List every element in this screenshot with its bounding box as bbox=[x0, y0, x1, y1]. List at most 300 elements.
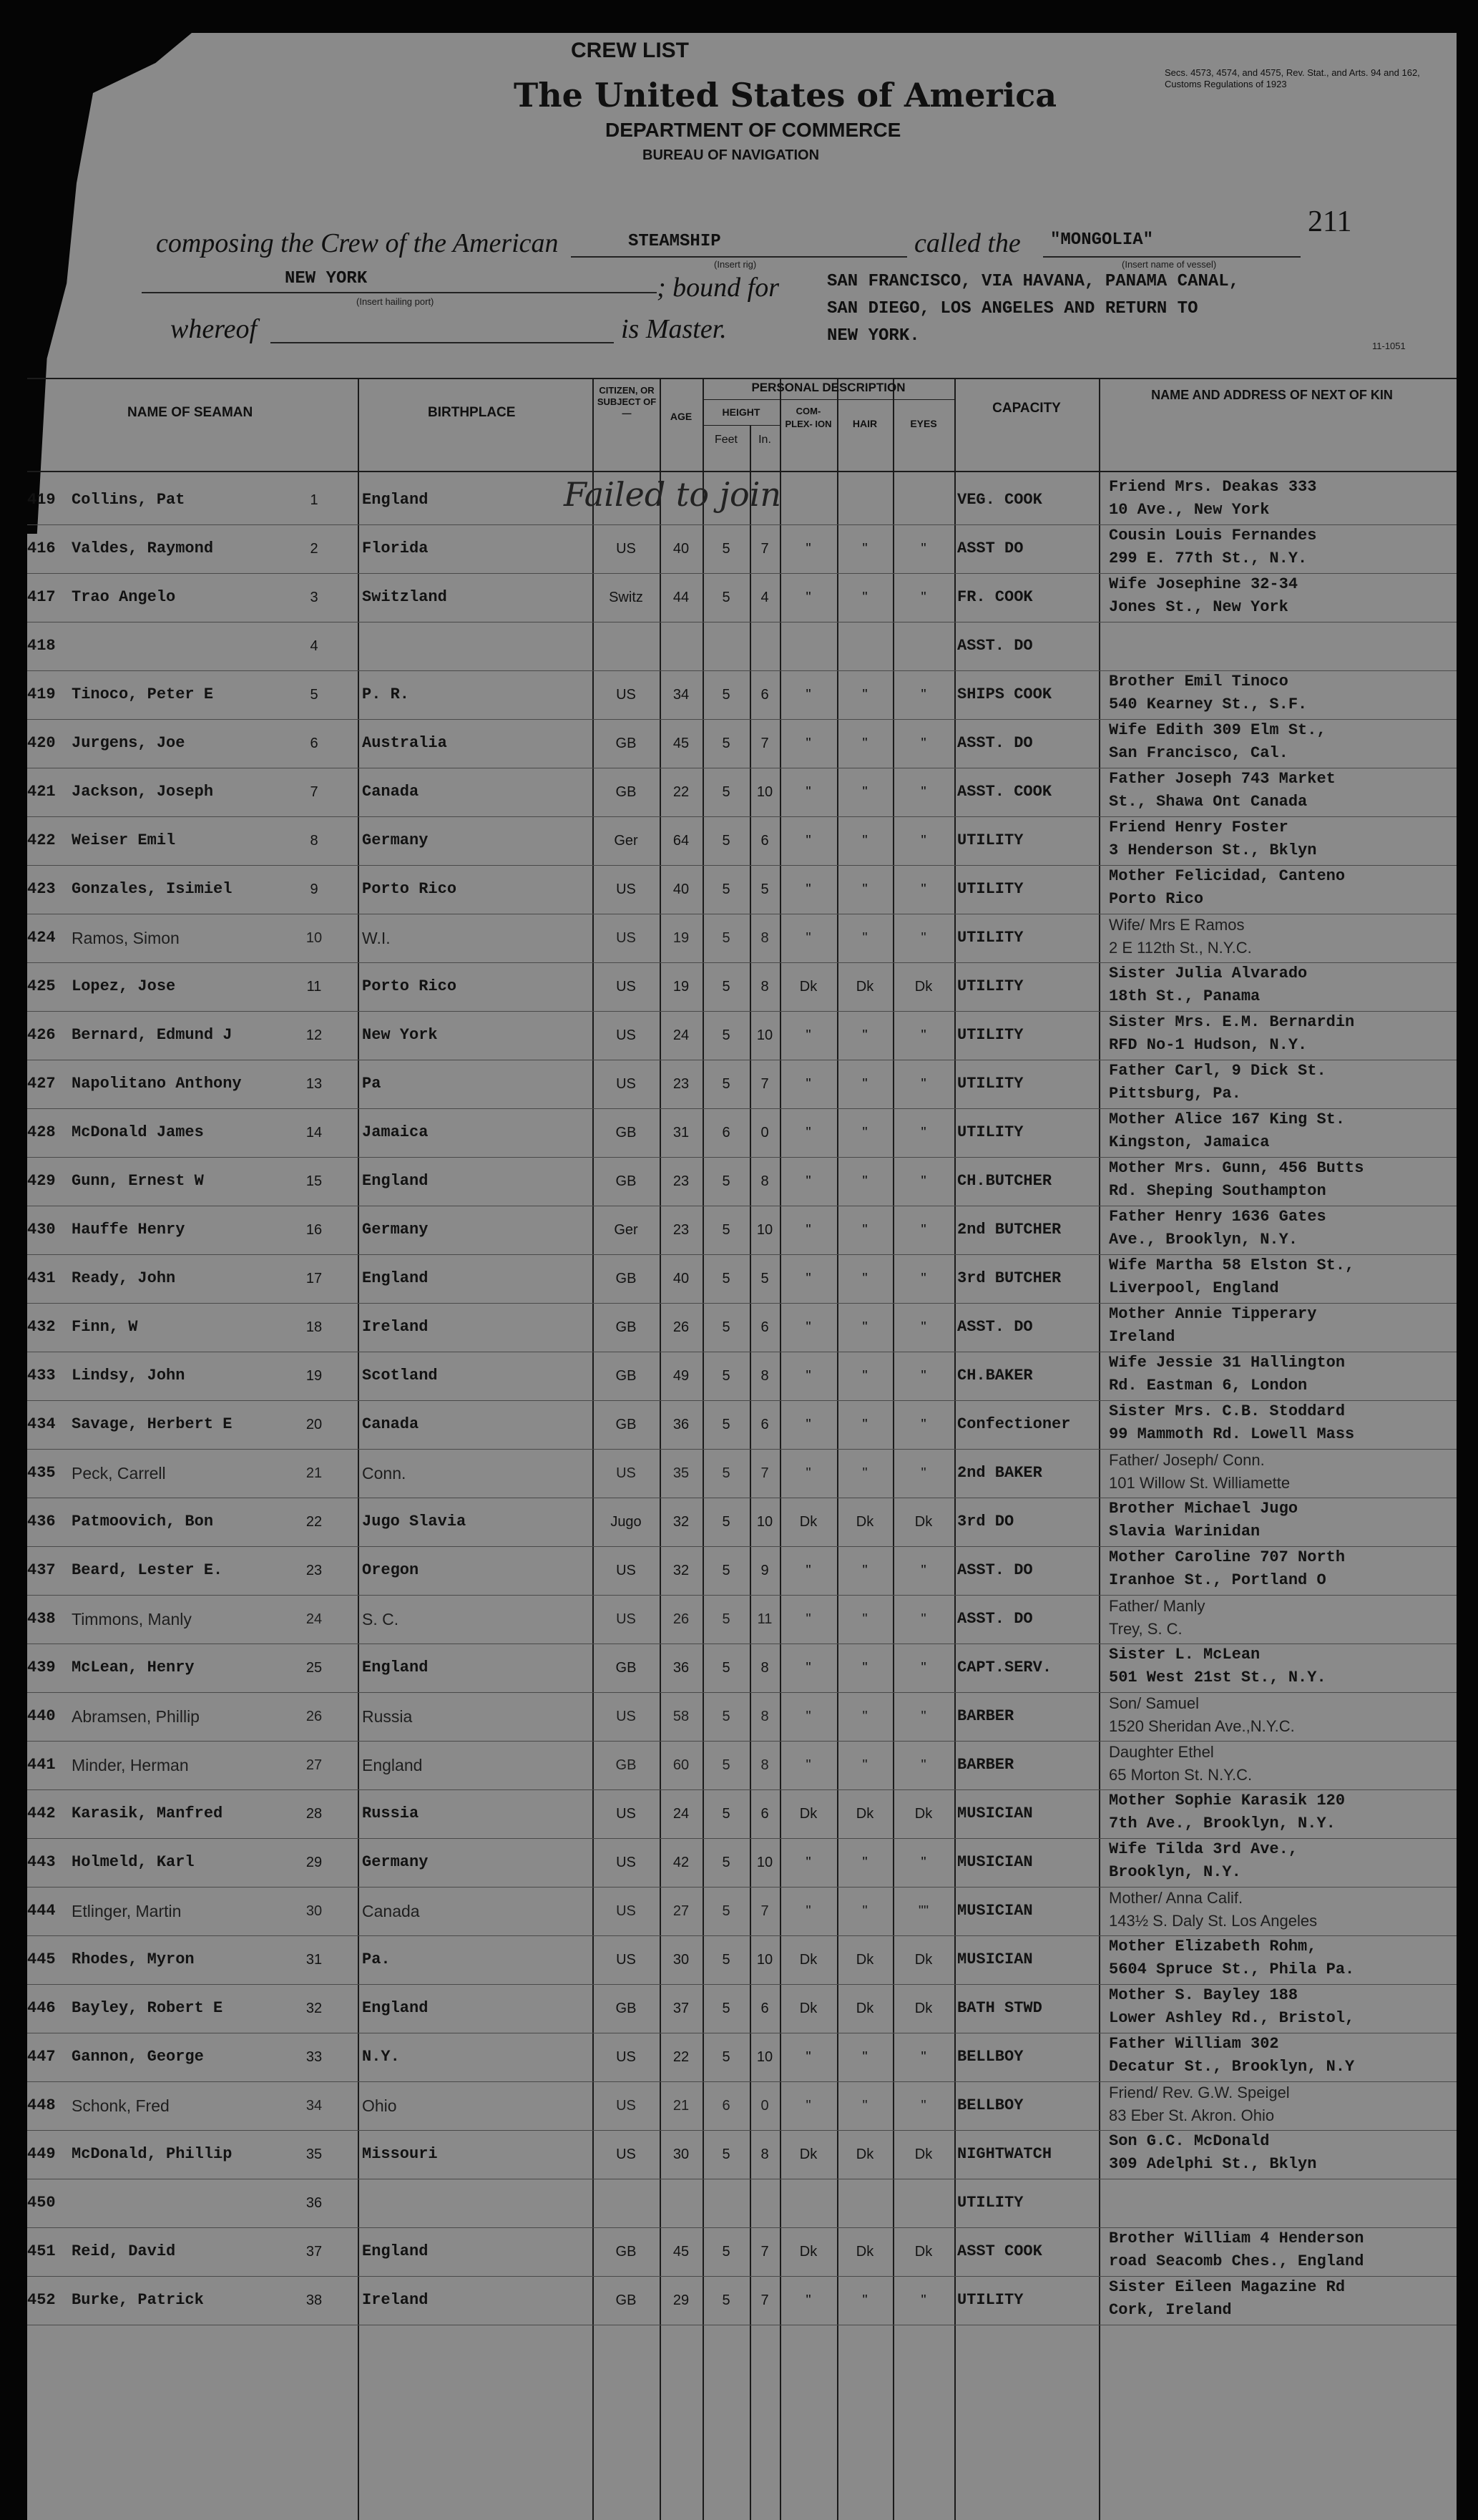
line-number: 14 bbox=[305, 1125, 323, 1141]
rig-value: STEAMSHIP bbox=[628, 232, 721, 251]
height-feet: 6 bbox=[722, 1125, 730, 1141]
seaman-name: Holmeld, Karl bbox=[72, 1853, 195, 1871]
complexion: " bbox=[806, 736, 811, 751]
seaman-name: Weiser Emil bbox=[72, 831, 176, 849]
hair: " bbox=[862, 1417, 868, 1432]
age: 19 bbox=[672, 979, 690, 995]
next-of-kin-name: Wife Tilda 3rd Ave., bbox=[1109, 1840, 1298, 1858]
cell-id: 429 bbox=[27, 1172, 56, 1190]
hair: " bbox=[862, 1757, 868, 1773]
table-row bbox=[27, 1060, 1457, 1109]
table-row bbox=[27, 1693, 1457, 1742]
capacity: BELLBOY bbox=[957, 2096, 1024, 2114]
route-line-3: NEW YORK. bbox=[827, 326, 920, 346]
age: 31 bbox=[672, 1125, 690, 1141]
age: 42 bbox=[672, 1855, 690, 1870]
complexion: " bbox=[806, 1660, 811, 1676]
rig-label: (Insert rig) bbox=[714, 259, 757, 270]
seaman-name: Peck, Carrell bbox=[72, 1464, 166, 1483]
next-of-kin-address: Porto Rico bbox=[1109, 890, 1204, 908]
next-of-kin-address: Slavia Warinidan bbox=[1109, 1523, 1261, 1540]
cell-id: 426 bbox=[27, 1026, 56, 1044]
cell-id: 421 bbox=[27, 783, 56, 801]
next-of-kin-address bbox=[1109, 2202, 1452, 2227]
next-of-kin-name bbox=[1109, 2179, 1452, 2204]
citizenship: US bbox=[616, 1563, 636, 1578]
capacity: VEG. COOK bbox=[957, 491, 1042, 509]
height-inches: 8 bbox=[760, 1660, 769, 1676]
legal-reference: Secs. 4573, 4574, and 4575, Rev. Stat., and Arts. 94 and 162, Customs Regulations of 1923 bbox=[1165, 67, 1420, 89]
height-inches: 6 bbox=[760, 833, 769, 849]
hair: " bbox=[862, 2098, 868, 2114]
height-feet: 5 bbox=[722, 1563, 730, 1578]
next-of-kin-address: 299 E. 77th St., N.Y. bbox=[1109, 550, 1308, 567]
table-row bbox=[27, 1206, 1457, 1255]
complexion: Dk bbox=[799, 1514, 818, 1530]
seaman-name: Napolitano Anthony bbox=[72, 1075, 242, 1093]
next-of-kin-name: Friend Mrs. Deakas 333 bbox=[1109, 478, 1317, 496]
next-of-kin-name: Mother Sophie Karasik 120 bbox=[1109, 1792, 1346, 1810]
table-row bbox=[27, 963, 1457, 1012]
table-row bbox=[27, 768, 1457, 817]
complexion: " bbox=[806, 1757, 811, 1773]
citizenship: GB bbox=[615, 2292, 637, 2308]
age: 44 bbox=[672, 590, 690, 605]
line-number: 36 bbox=[305, 2195, 323, 2211]
age: 23 bbox=[672, 1222, 690, 1238]
line-number: 38 bbox=[305, 2292, 323, 2308]
table-row bbox=[27, 477, 1457, 525]
next-of-kin-address: Liverpool, England bbox=[1109, 1279, 1279, 1297]
seaman-name: Abramsen, Phillip bbox=[72, 1707, 200, 1726]
line-number: 21 bbox=[305, 1465, 323, 1481]
age: 49 bbox=[672, 1368, 690, 1384]
age: 32 bbox=[672, 1563, 690, 1578]
cell-id: 445 bbox=[27, 1950, 56, 1968]
cell-id: 428 bbox=[27, 1123, 56, 1141]
age: 24 bbox=[672, 1027, 690, 1043]
bureau-title: BUREAU OF NAVIGATION bbox=[642, 147, 820, 163]
seaman-name: Finn, W bbox=[72, 1318, 138, 1336]
height-feet: 5 bbox=[722, 1027, 730, 1043]
table-row bbox=[27, 1012, 1457, 1060]
form-code: 11-1051 bbox=[1372, 341, 1406, 351]
height-inches: 8 bbox=[760, 1709, 769, 1724]
eyes: " bbox=[921, 1611, 926, 1627]
complexion: Dk bbox=[799, 2147, 818, 2162]
birthplace: Canada bbox=[362, 1902, 420, 1920]
birthplace: Australia bbox=[362, 734, 447, 752]
next-of-kin-address: St., Shawa Ont Canada bbox=[1109, 793, 1308, 811]
eyes: " bbox=[921, 1709, 926, 1724]
next-of-kin-address: 309 Adelphi St., Bklyn bbox=[1109, 2155, 1317, 2173]
line-number: 35 bbox=[305, 2147, 323, 2162]
line-number: 33 bbox=[305, 2049, 323, 2065]
capacity: UTILITY bbox=[957, 1075, 1024, 1093]
next-of-kin-name: Wife/ Mrs E Ramos bbox=[1109, 916, 1245, 934]
eyes: " bbox=[921, 1271, 926, 1286]
cell-id: 430 bbox=[27, 1221, 56, 1239]
line-number: 19 bbox=[305, 1368, 323, 1384]
col-height: HEIGHT bbox=[722, 406, 760, 418]
next-of-kin-name: Father Carl, 9 Dick St. bbox=[1109, 1062, 1326, 1080]
citizenship: GB bbox=[615, 1173, 637, 1189]
age: 27 bbox=[672, 1903, 690, 1919]
col-complexion: COM- PLEX- ION bbox=[785, 406, 832, 429]
hair: " bbox=[862, 1611, 868, 1627]
capacity: Confectioner bbox=[957, 1415, 1071, 1433]
citizenship: US bbox=[616, 881, 636, 897]
height-inches: 10 bbox=[756, 1855, 773, 1870]
hair: " bbox=[862, 1076, 868, 1092]
cell-id: 449 bbox=[27, 2145, 56, 2163]
cell-id: 423 bbox=[27, 880, 56, 898]
height-feet: 5 bbox=[722, 687, 730, 703]
capacity: BARBER bbox=[957, 1756, 1014, 1774]
col-age: AGE bbox=[670, 411, 692, 422]
whereof-text: whereof bbox=[170, 314, 258, 344]
table-row bbox=[27, 1109, 1457, 1158]
capacity: MUSICIAN bbox=[957, 1804, 1033, 1822]
citizenship: US bbox=[616, 687, 636, 703]
next-of-kin-name: Mother Mrs. Gunn, 456 Butts bbox=[1109, 1159, 1364, 1177]
height-feet: 6 bbox=[722, 2098, 730, 2114]
seaman-name: Timmons, Manly bbox=[72, 1610, 192, 1628]
hailing-line bbox=[142, 292, 657, 293]
cell-id: 435 bbox=[27, 1464, 56, 1482]
seaman-name: Tinoco, Peter E bbox=[72, 685, 214, 703]
height-feet: 5 bbox=[722, 1952, 730, 1968]
rig-line bbox=[571, 256, 907, 258]
col-birthplace: BIRTHPLACE bbox=[428, 405, 516, 420]
next-of-kin-address: Iranhoe St., Portland O bbox=[1109, 1571, 1326, 1589]
eyes: " bbox=[921, 736, 926, 751]
complexion: " bbox=[806, 881, 811, 897]
birthplace: England bbox=[362, 1172, 429, 1190]
next-of-kin-name: Mother Annie Tipperary bbox=[1109, 1305, 1317, 1323]
seaman-name: Schonk, Fred bbox=[72, 2096, 170, 2115]
hair: " bbox=[862, 881, 868, 897]
seaman-name: Minder, Herman bbox=[72, 1756, 189, 1774]
seaman-name: Valdes, Raymond bbox=[72, 539, 214, 557]
capacity: SHIPS COOK bbox=[957, 685, 1052, 703]
next-of-kin-name: Sister L. McLean bbox=[1109, 1646, 1261, 1664]
capacity: 3rd DO bbox=[957, 1513, 1014, 1530]
eyes: " bbox=[921, 1660, 926, 1676]
height-inches: 7 bbox=[760, 1903, 769, 1919]
hair: " bbox=[862, 784, 868, 800]
complexion: " bbox=[806, 1465, 811, 1481]
seaman-name: Lopez, Jose bbox=[72, 977, 176, 995]
eyes: "" bbox=[918, 1903, 929, 1919]
height-inches: 0 bbox=[760, 2098, 769, 2114]
capacity: ASST COOK bbox=[957, 2242, 1042, 2260]
table-row bbox=[27, 2082, 1457, 2131]
citizenship: US bbox=[616, 2098, 636, 2114]
birthplace: England bbox=[362, 1999, 429, 2017]
seaman-name: Gannon, George bbox=[72, 2048, 204, 2066]
line-number: 5 bbox=[310, 687, 318, 703]
height-inches: 9 bbox=[760, 1563, 769, 1578]
next-of-kin-address: 143½ S. Daly St. Los Angeles bbox=[1109, 1912, 1318, 1930]
citizenship: US bbox=[616, 1806, 636, 1822]
cell-id: 418 bbox=[27, 637, 56, 655]
table-row bbox=[27, 1547, 1457, 1596]
col-inches: In. bbox=[758, 434, 771, 446]
complexion: " bbox=[806, 1271, 811, 1286]
age: 22 bbox=[672, 2049, 690, 2065]
hair: Dk bbox=[856, 1806, 874, 1822]
cell-id: 417 bbox=[27, 588, 56, 606]
seaman-name: Bayley, Robert E bbox=[72, 1999, 223, 2017]
line-number: 1 bbox=[310, 492, 318, 508]
height-feet: 5 bbox=[722, 1514, 730, 1530]
cell-id: 431 bbox=[27, 1269, 56, 1287]
height-feet: 5 bbox=[722, 541, 730, 557]
seaman-name: McDonald James bbox=[72, 1123, 204, 1141]
capacity: ASST. COOK bbox=[957, 783, 1052, 801]
capacity: CAPT.SERV. bbox=[957, 1659, 1052, 1676]
hair: Dk bbox=[856, 979, 874, 995]
line-number: 24 bbox=[305, 1611, 323, 1627]
seaman-name: Etlinger, Martin bbox=[72, 1902, 182, 1920]
line-number: 29 bbox=[305, 1855, 323, 1870]
capacity: NIGHTWATCH bbox=[957, 2145, 1052, 2163]
height-feet: 5 bbox=[722, 1417, 730, 1432]
col-citizen: CITIZEN, OR SUBJECT OF— bbox=[597, 385, 657, 419]
table-row bbox=[27, 1936, 1457, 1985]
next-of-kin-name: Friend Henry Foster bbox=[1109, 819, 1288, 836]
next-of-kin-name: Brother William 4 Henderson bbox=[1109, 2230, 1364, 2247]
eyes: " bbox=[921, 930, 926, 946]
age: 40 bbox=[672, 541, 690, 557]
height-feet: 5 bbox=[722, 1319, 730, 1335]
citizenship: US bbox=[616, 979, 636, 995]
seaman-name: Rhodes, Myron bbox=[72, 1950, 195, 1968]
seaman-name: Savage, Herbert E bbox=[72, 1415, 233, 1433]
line-number: 23 bbox=[305, 1563, 323, 1578]
col-capacity: CAPACITY bbox=[992, 401, 1061, 416]
seaman-name: Jackson, Joseph bbox=[72, 783, 214, 801]
birthplace: Pa. bbox=[362, 1950, 391, 1968]
table-row bbox=[27, 574, 1457, 622]
height-inches: 10 bbox=[756, 2049, 773, 2065]
seaman-name: Jurgens, Joe bbox=[72, 734, 185, 752]
next-of-kin-address: Rd. Eastman 6, London bbox=[1109, 1377, 1308, 1395]
hair: Dk bbox=[856, 1952, 874, 1968]
hair: " bbox=[862, 590, 868, 605]
height-feet: 5 bbox=[722, 1173, 730, 1189]
next-of-kin-address: 540 Kearney St., S.F. bbox=[1109, 695, 1308, 713]
line-number: 27 bbox=[305, 1757, 323, 1773]
height-inches: 7 bbox=[760, 541, 769, 557]
table-row bbox=[27, 1304, 1457, 1352]
age: 40 bbox=[672, 1271, 690, 1286]
vessel-line bbox=[1043, 256, 1301, 258]
complexion: " bbox=[806, 1855, 811, 1870]
eyes: Dk bbox=[914, 1514, 933, 1530]
complexion: " bbox=[806, 1222, 811, 1238]
vessel-label: (Insert name of vessel) bbox=[1122, 259, 1217, 270]
cell-id: 434 bbox=[27, 1415, 56, 1433]
capacity: ASST. DO bbox=[957, 637, 1033, 655]
complexion: " bbox=[806, 2098, 811, 2114]
height-inches: 10 bbox=[756, 1952, 773, 1968]
line-number: 31 bbox=[305, 1952, 323, 1968]
capacity: 3rd BUTCHER bbox=[957, 1269, 1062, 1287]
capacity: ASST. DO bbox=[957, 1610, 1033, 1628]
age: 30 bbox=[672, 2147, 690, 2162]
next-of-kin-name: Wife Jessie 31 Hallington bbox=[1109, 1354, 1346, 1372]
age: 34 bbox=[672, 687, 690, 703]
age: 22 bbox=[672, 784, 690, 800]
citizenship: US bbox=[616, 1855, 636, 1870]
hair: " bbox=[862, 1855, 868, 1870]
next-of-kin-name bbox=[1109, 622, 1452, 647]
capacity: UTILITY bbox=[957, 2291, 1024, 2309]
height-feet: 5 bbox=[722, 1903, 730, 1919]
birthplace: Missouri bbox=[362, 2145, 438, 2163]
eyes: " bbox=[921, 833, 926, 849]
table-row bbox=[27, 1887, 1457, 1936]
cell-id: 443 bbox=[27, 1853, 56, 1871]
complexion: Dk bbox=[799, 1952, 818, 1968]
birthplace: Scotland bbox=[362, 1367, 438, 1384]
hailing-port: NEW YORK bbox=[285, 269, 368, 288]
age: 23 bbox=[672, 1076, 690, 1092]
seaman-name: Hauffe Henry bbox=[72, 1221, 185, 1239]
birthplace: Canada bbox=[362, 1415, 419, 1433]
eyes: " bbox=[921, 1417, 926, 1432]
page-number: 211 bbox=[1308, 205, 1352, 238]
seaman-name: Collins, Pat bbox=[72, 491, 185, 509]
next-of-kin-address: Ireland bbox=[1109, 1328, 1175, 1346]
seaman-name: Karasik, Manfred bbox=[72, 1804, 223, 1822]
line-number: 7 bbox=[310, 784, 318, 800]
line-number: 12 bbox=[305, 1027, 323, 1043]
eyes: " bbox=[921, 1465, 926, 1481]
line-number: 20 bbox=[305, 1417, 323, 1432]
line-number: 2 bbox=[310, 541, 318, 557]
line-number: 3 bbox=[310, 590, 318, 605]
cell-id: 442 bbox=[27, 1804, 56, 1822]
citizenship: GB bbox=[615, 784, 637, 800]
cell-id: 446 bbox=[27, 1999, 56, 2017]
next-of-kin-name: Mother Alice 167 King St. bbox=[1109, 1110, 1346, 1128]
master-line bbox=[270, 342, 614, 343]
cell-id: 444 bbox=[27, 1902, 56, 1920]
next-of-kin-name: Mother Caroline 707 North bbox=[1109, 1548, 1346, 1566]
capacity: BELLBOY bbox=[957, 2048, 1024, 2066]
next-of-kin-address: Jones St., New York bbox=[1109, 598, 1288, 616]
capacity: ASST DO bbox=[957, 539, 1024, 557]
next-of-kin-address: Kingston, Jamaica bbox=[1109, 1133, 1270, 1151]
table-row bbox=[27, 1596, 1457, 1644]
capacity: UTILITY bbox=[957, 2194, 1024, 2212]
complexion: " bbox=[806, 1076, 811, 1092]
line-number: 17 bbox=[305, 1271, 323, 1286]
next-of-kin-name: Father Henry 1636 Gates bbox=[1109, 1208, 1326, 1226]
citizenship: GB bbox=[615, 736, 637, 751]
col-hair: HAIR bbox=[852, 418, 878, 429]
next-of-kin-address bbox=[1109, 645, 1452, 670]
capacity: UTILITY bbox=[957, 831, 1024, 849]
next-of-kin-address: Trey, S. C. bbox=[1109, 1620, 1183, 1638]
eyes: " bbox=[921, 1855, 926, 1870]
failed-to-join-annotation: Failed to join bbox=[564, 475, 782, 514]
hair: " bbox=[862, 1709, 868, 1724]
hair: " bbox=[862, 1271, 868, 1286]
table-row bbox=[27, 1985, 1457, 2033]
birthplace: Oregon bbox=[362, 1561, 419, 1579]
capacity: BARBER bbox=[957, 1707, 1014, 1725]
capacity: 2nd BUTCHER bbox=[957, 1221, 1062, 1239]
seaman-name: McDonald, Phillip bbox=[72, 2145, 233, 2163]
citizenship: US bbox=[616, 1027, 636, 1043]
capacity: MUSICIAN bbox=[957, 1950, 1033, 1968]
height-inches: 8 bbox=[760, 1173, 769, 1189]
age: 26 bbox=[672, 1319, 690, 1335]
height-feet: 5 bbox=[722, 1222, 730, 1238]
capacity: 2nd BAKER bbox=[957, 1464, 1042, 1482]
birthplace: England bbox=[362, 2242, 429, 2260]
complexion: " bbox=[806, 1319, 811, 1335]
table-row bbox=[27, 1401, 1457, 1450]
age: 58 bbox=[672, 1709, 690, 1724]
citizenship: US bbox=[616, 1611, 636, 1627]
hair: " bbox=[862, 687, 868, 703]
age: 35 bbox=[672, 1465, 690, 1481]
age: 23 bbox=[672, 1173, 690, 1189]
next-of-kin-name: Mother/ Anna Calif. bbox=[1109, 1889, 1243, 1907]
height-inches: 8 bbox=[760, 930, 769, 946]
line-number: 32 bbox=[305, 2001, 323, 2016]
eyes: " bbox=[921, 1076, 926, 1092]
next-of-kin-address: 10 Ave., New York bbox=[1109, 501, 1270, 519]
height-feet: 5 bbox=[722, 1660, 730, 1676]
line-number: 11 bbox=[306, 979, 322, 995]
height-inches: 10 bbox=[756, 1222, 773, 1238]
cell-id: 424 bbox=[27, 929, 56, 947]
cell-id: 419 bbox=[27, 491, 56, 509]
cell-id: 436 bbox=[27, 1513, 56, 1530]
line-number: 9 bbox=[310, 881, 318, 897]
complexion: " bbox=[806, 1611, 811, 1627]
table-row bbox=[27, 817, 1457, 866]
height-inches: 5 bbox=[760, 1271, 769, 1286]
height-feet: 5 bbox=[722, 1806, 730, 1822]
capacity: UTILITY bbox=[957, 929, 1024, 947]
age: 45 bbox=[672, 2244, 690, 2260]
birthplace: W.I. bbox=[362, 929, 391, 947]
hair: Dk bbox=[856, 2147, 874, 2162]
height-inches: 6 bbox=[760, 1417, 769, 1432]
hair: " bbox=[862, 1465, 868, 1481]
called-the-text: called the bbox=[914, 228, 1021, 258]
height-feet: 5 bbox=[722, 1076, 730, 1092]
torn-corner bbox=[27, 33, 192, 534]
height-inches: 4 bbox=[760, 590, 769, 605]
citizenship: US bbox=[616, 541, 636, 557]
next-of-kin-address: Decatur St., Brooklyn, N.Y bbox=[1109, 2058, 1355, 2076]
next-of-kin-name: Mother Felicidad, Canteno bbox=[1109, 867, 1346, 885]
height-inches: 10 bbox=[756, 784, 773, 800]
crew-list-page bbox=[27, 33, 1457, 2520]
birthplace: Florida bbox=[362, 539, 429, 557]
table-row bbox=[27, 1742, 1457, 1790]
birthplace: S. C. bbox=[362, 1610, 399, 1628]
next-of-kin-address: Rd. Sheping Southampton bbox=[1109, 1182, 1326, 1200]
